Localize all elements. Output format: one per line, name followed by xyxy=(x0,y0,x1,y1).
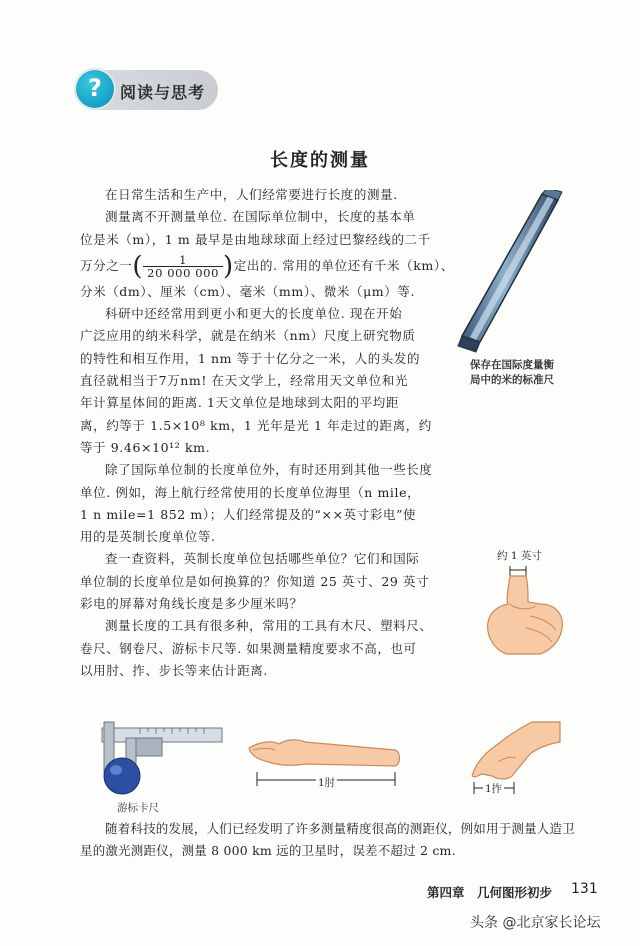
paragraph-4-line: 单位. 例如，海上航行经常使用的长度单位海里（n mile， xyxy=(80,484,421,500)
paragraph-3-line: 广泛应用的纳米科学，就是在纳米（nm）尺度上研究物质 xyxy=(80,328,416,344)
paragraph-5-line: 彩电的屏幕对角线长度是多少厘米吗？ xyxy=(80,596,303,612)
paragraph-5-line: 查一查资料，英制长度单位包括哪些单位？它们和国际 xyxy=(105,551,420,567)
thumb-inch-illustration xyxy=(470,560,570,660)
paragraph-6-line: 以用肘、拃、步长等来估计距离. xyxy=(80,662,268,678)
main-text xyxy=(80,184,454,682)
page-title: 长度的测量 xyxy=(270,150,370,171)
caliper-caption: 游标卡尺 xyxy=(117,802,159,814)
paragraph-3-line: 的特性和相互作用，1 nm 等于十亿分之一米，人的头发的 xyxy=(80,350,421,366)
paragraph-3-line: 年计算星体间的距离. 1天文单位是地球到太阳的平均距 xyxy=(80,395,400,411)
thumb-inch-label: 约 1 英寸 xyxy=(497,550,542,562)
paragraph-3-line: 科研中还经常用到更小和更大的长度单位. 现在开始 xyxy=(105,306,403,322)
meter-bar-caption: 保存在国际度量衡 局中的米的标准尺 xyxy=(470,359,554,386)
vernier-caliper-illustration xyxy=(100,718,225,796)
paragraph-3-line: 等于 9.46×10¹² km. xyxy=(80,439,211,455)
watermark: 头条 @北京家长论坛 xyxy=(470,915,601,931)
paragraph-4-line: 用的是英制长度单位等. xyxy=(80,529,216,545)
final-paragraph: 随着科技的发展，人们已经发明了许多测量精度很高的测距仪，例如用于测量人造卫 星的激光测距仪，测量 8 000 km 远的卫星时，误差不超过 2 cm. xyxy=(80,821,575,859)
question-icon: ? xyxy=(74,68,116,110)
page-number: 131 xyxy=(571,881,598,897)
paragraph-1: 在日常生活和生产中，人们经常要进行长度的测量. xyxy=(105,187,398,202)
paragraph-2-fraction-line: 万分之一( $\frac{1}{20 000 000}$ )定出的. 常用的单位还有千米（km）、 xyxy=(80,251,454,282)
span-length-label: 1拃 xyxy=(485,783,503,795)
paragraph-3-line: 直径就相当于7万nm! 在天文学上，经常用天文单位和光 xyxy=(80,373,409,389)
paragraph-4-line: 1 n mile=1 852 m）；人们经常提及的“××英寸彩电”使 xyxy=(80,506,417,522)
elbow-length-label: 1肘 xyxy=(318,777,336,789)
fraction: $\frac{1}{20 000 000}$ xyxy=(143,254,223,279)
paragraph-4-line: 除了国际单位制的长度单位外，有时还用到其他一些长度 xyxy=(105,462,433,478)
chapter-footer: 第四章 几何图形初步 xyxy=(427,885,553,900)
paragraph-5-line: 单位制的长度单位是如何换算的？你知道 25 英寸、29 英寸 xyxy=(80,573,430,589)
section-badge-label: 阅读与思考 xyxy=(120,83,206,102)
paragraph-6-line: 测量长度的工具有很多种，常用的工具有木尺、塑料尺、 xyxy=(105,618,433,634)
paragraph-2-line: 位是米（m），1 m 最早是由地球球面上经过巴黎经线的二千 xyxy=(80,231,431,247)
paragraph-2-line: 分米（dm）、厘米（cm）、毫米（mm）、微米（μm）等. xyxy=(80,283,416,299)
paragraph-6-line: 卷尺、钢卷尺、游标卡尺等. 如果测量精度要求不高，也可 xyxy=(80,640,417,656)
standard-meter-bar-illustration xyxy=(450,190,570,355)
paragraph-2-line: 测量离不开测量单位. 在国际单位制中，长度的基本单 xyxy=(105,209,416,225)
paragraph-3-line: 离，约等于 1.5×10⁸ km，1 光年是光 1 年走过的距离，约 xyxy=(80,417,432,433)
